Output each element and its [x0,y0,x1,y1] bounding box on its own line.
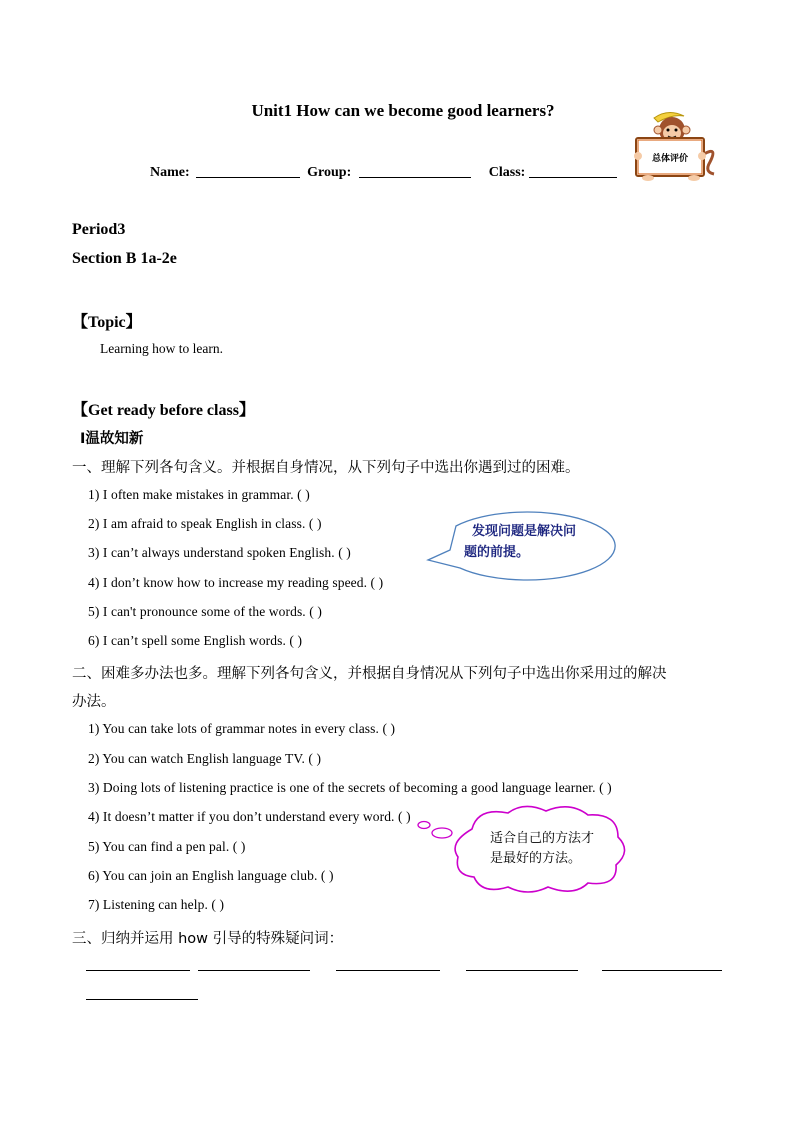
callout-text-problem [464,521,576,563]
group-blank[interactable] [359,163,471,178]
topic-heading: 【Topic】 [72,314,142,331]
list-item: 4) I don’t know how to increase my reading speed. ( ) [88,575,384,590]
list-item: 3) I can’t always understand spoken English. ( ) [88,545,351,560]
part3-instruction: 三、归纳并运用 how 引导的特殊疑问词： [72,931,344,947]
callout-line: 题的前提。 [464,545,530,560]
list-item: 6) I can’t spell some English words. ( ) [88,633,303,648]
part2-instruction: 二、困难多办法也多。理解下列各句含义，并根据自身情况从下列句子中选出你采用过的解决 [72,666,667,682]
part2-instruction-cont: 办法。 [72,694,116,710]
list-item: 1) You can take lots of grammar notes in every class. ( ) [88,721,396,736]
list-item: 2) You can watch English language TV. ( ) [88,751,322,766]
class-blank[interactable] [529,163,617,178]
ready-heading: 【Get ready before class】 [72,402,255,419]
name-blank[interactable] [196,163,300,178]
page-title: Unit1 How can we become good learners? [251,101,555,120]
answer-blank[interactable] [336,970,440,971]
answer-blank[interactable] [602,970,722,971]
period-label: Period3 [72,221,126,238]
callout-text-method [490,829,594,869]
callout-line: 适合自己的方法才 [490,831,595,846]
section-label: Section B 1a-2e [72,250,177,267]
callout-line: 是最好的方法。 [490,851,582,866]
answer-blank[interactable] [86,970,190,971]
answer-blank[interactable] [466,970,578,971]
topic-text: Learning how to learn. [100,341,223,356]
list-item: 5) I can't pronounce some of the words. ( ) [88,604,322,619]
part1-instruction: 一、理解下列各句含义。并根据自身情况，从下列句子中选出你遇到过的困难。 [72,460,580,476]
badge-label: 总体评价 [651,154,689,164]
name-label: Name: [150,165,190,180]
student-info-row [150,163,617,181]
class-label: Class: [488,165,526,180]
group-label: Group: [307,165,352,180]
review-subheading: Ⅰ温故知新 [80,431,144,447]
callout-line: 发现问题是解决问 [472,524,577,539]
answer-blank[interactable] [198,970,310,971]
monkey-evaluation-badge-icon [628,110,718,184]
list-item: 1) I often make mistakes in grammar. ( ) [88,487,310,502]
list-item: 7) Listening can help. ( ) [88,897,225,912]
list-item: 2) I am afraid to speak English in class. ( ) [88,516,322,531]
answer-blank[interactable] [86,999,198,1000]
list-item: 3) Doing lots of listening practice is one of the secrets of becoming a good language learner. ( ) [88,780,612,795]
list-item: 6) You can join an English language club. ( ) [88,868,334,883]
list-item: 4) It doesn’t matter if you don’t understand every word. ( ) [88,809,411,824]
list-item: 5) You can find a pen pal. ( ) [88,839,246,854]
